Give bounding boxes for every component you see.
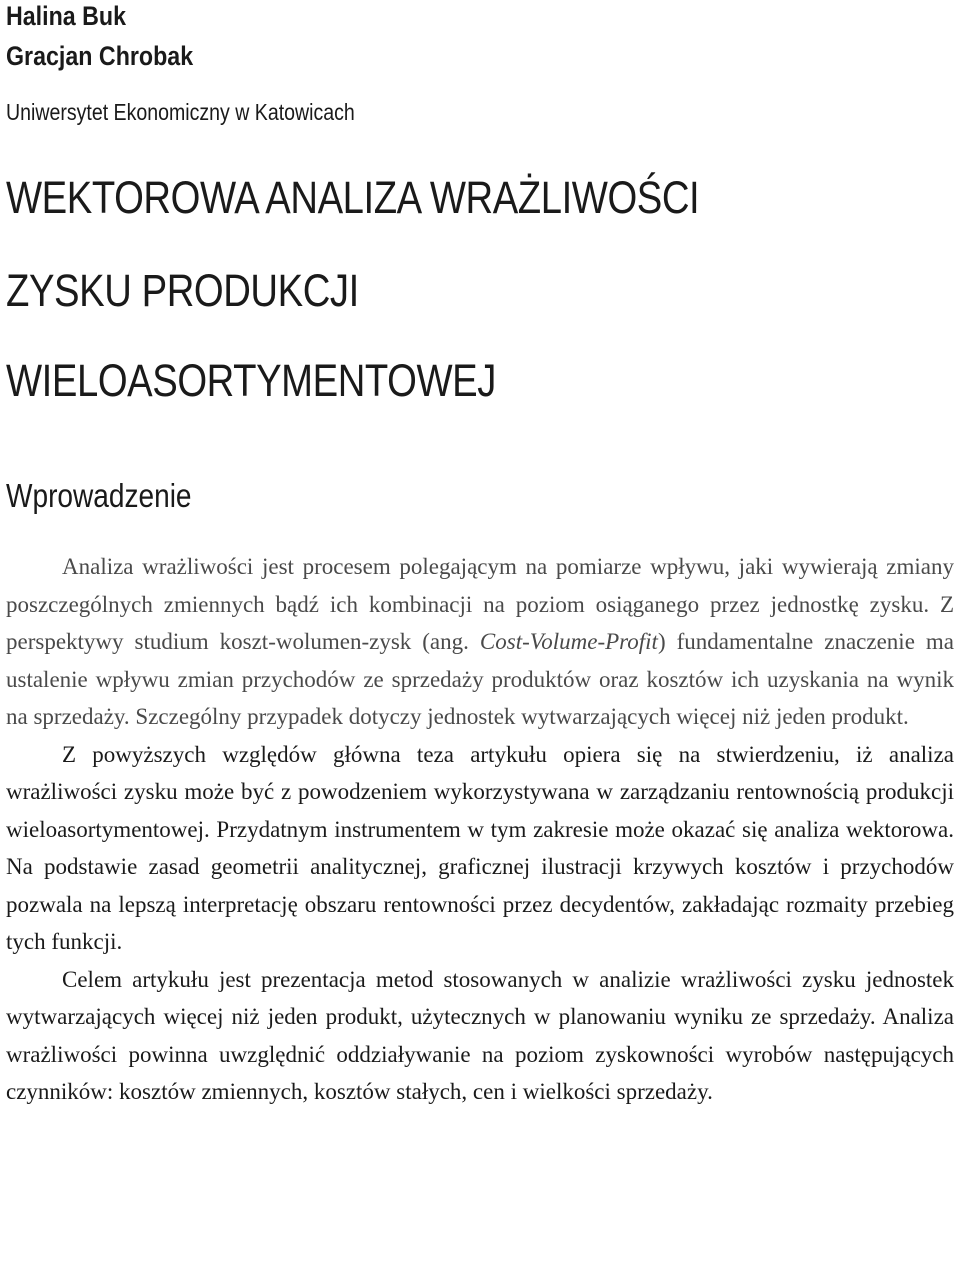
paragraph: Celem artykułu jest prezentacja metod stosowanych w analizie wrażliwości zysku jednostek wytwarzających więcej niż jeden produkt, użytecznych w planowaniu wyniku ze sprzedaży. Analiza wrażliwości powinna uwzględnić oddziaływanie na poziom zyskowności wyrobów następujących czynników: kosztów zmiennych, kosztów stałych, cen i wielkości sprzedaży. [6, 966, 954, 1104]
paragraph-text: Analiza wrażliwości jest procesem polegającym na pomiarze wpływu, jaki wywierają zmiany poszczególnych zmiennych bądź ich kombinacji na poziom osiąganego przez jednostkę zysku. Z perspektywy studium koszt-wolumen-zysk (ang. [6, 554, 954, 654]
author-name: Halina Buk [6, 1, 127, 31]
italic-term: Cost-Volume-Profit [479, 629, 658, 654]
author-name: Gracjan Chrobak [6, 41, 194, 71]
article-title-line: WIELOASORTYMENTOWEJ [6, 355, 496, 406]
body-text [6, 548, 954, 1111]
section-heading: Wprowadzenie [6, 477, 192, 514]
article-title-line: WEKTOROWA ANALIZA WRAŻLIWOŚCI [6, 172, 700, 223]
paragraph: Z powyższych względów główna teza artykułu opiera się na stwierdzeniu, iż analiza wrażliwości zysku może być z powodzeniem wykorzystywana w zarządzaniu rentownością produkcji wieloasortymentowej. Przydatnym instrumentem w tym zakresie może okazać się analiza wektorowa. Na podstawie zasad geometrii analitycznej, graficznej ilustracji krzywych kosztów i przychodów pozwala na lepszą interpretację obszaru rentowności przez decydentów, zakładając rozmaity przebieg tych funkcji. [6, 741, 954, 954]
author-affiliation: Uniwersytet Ekonomiczny w Katowicach [6, 99, 355, 125]
article-title-line: ZYSKU PRODUKCJI [6, 265, 359, 316]
paragraph [6, 548, 954, 736]
paragraph-text: ) fundamentalne znaczenie ma ustalenie wpływu zmian przychodów ze sprzedaży produktów oraz kosztów ich uzyskania na wynik na sprzedaży. Szczególny przypadek dotyczy jednostek wytwarzających więcej niż jeden produkt. [6, 629, 954, 729]
